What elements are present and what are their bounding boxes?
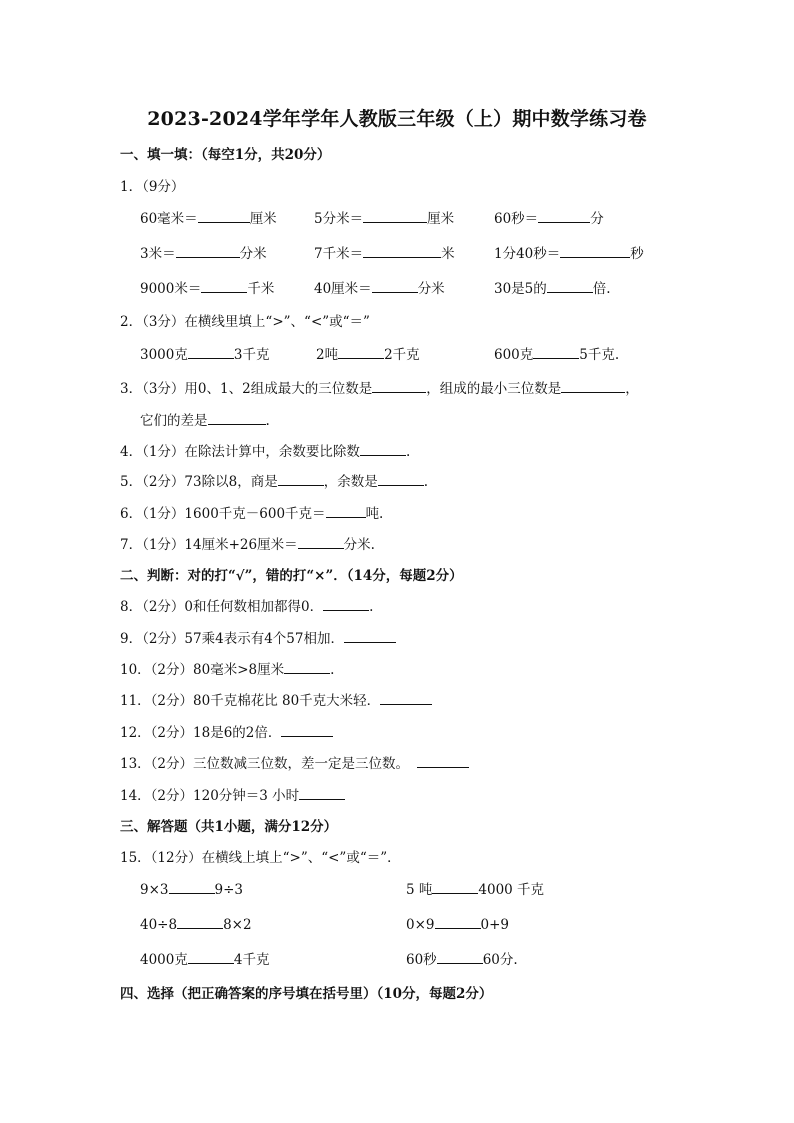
answer-blank[interactable]: [417, 755, 469, 768]
answer-blank[interactable]: [284, 661, 330, 674]
q1-item: 1分40秒＝ 秒: [494, 246, 644, 262]
question-7: 7．（1分）14厘米+26厘米＝ 分米.: [120, 537, 375, 553]
q1-item: 5分米＝ 厘米: [314, 211, 455, 227]
q1-item: 7千米＝ 米: [314, 246, 455, 262]
question-14: 14．（2分）120分钟＝3 小时: [120, 787, 345, 805]
question-15-label: 15．（12分）在横线上填上“>”、“<”或“＝”．: [120, 850, 401, 866]
q2-item: 3000克 3千克: [140, 347, 270, 363]
question-3: 3．（3分）用0、1、2组成最大的三位数是 ，组成的最小三位数是 ，: [120, 381, 639, 397]
answer-blank[interactable]: [338, 346, 384, 359]
question-5: 5．（2分）73除以8，商是 ，余数是 .: [120, 474, 428, 490]
question-10: 10．（2分）80毫米>8厘米 .: [120, 662, 335, 678]
q1-item: 9000米＝ 千米: [140, 281, 275, 297]
q1-item: 40厘米＝ 分米: [314, 281, 445, 297]
answer-blank[interactable]: [208, 412, 266, 425]
answer-blank[interactable]: [363, 210, 427, 223]
q15-item: 60秒 60分.: [406, 952, 518, 968]
answer-blank[interactable]: [372, 280, 418, 293]
q1-item: 60毫米＝ 厘米: [140, 211, 277, 227]
answer-blank[interactable]: [299, 787, 345, 800]
question-4: 4．（1分）在除法计算中，余数要比除数 .: [120, 444, 411, 460]
q2-item: 600克 5千克.: [494, 347, 620, 363]
answer-blank[interactable]: [323, 598, 369, 611]
question-2-label: 2．（3分）在横线里填上“>”、“<”或“＝”: [120, 314, 370, 330]
q15-item: 9×3 9÷3: [140, 882, 243, 898]
answer-blank[interactable]: [188, 346, 234, 359]
answer-blank[interactable]: [363, 245, 441, 258]
answer-blank[interactable]: [538, 210, 590, 223]
answer-blank[interactable]: [561, 380, 625, 393]
answer-blank[interactable]: [188, 951, 234, 964]
answer-blank[interactable]: [201, 280, 247, 293]
answer-blank[interactable]: [360, 443, 406, 456]
section-4-heading: 四、选择（把正确答案的序号填在括号里）（10分，每题2分）: [120, 986, 493, 1002]
answer-blank[interactable]: [298, 536, 344, 549]
question-9: 9．（2分）57乘4表示有4个57相加．: [120, 630, 396, 648]
q15-item: 0×9 0+9: [406, 917, 509, 933]
question-1-label: 1．（9分）: [120, 179, 185, 195]
answer-blank[interactable]: [344, 630, 396, 643]
answer-blank[interactable]: [533, 346, 579, 359]
question-3-cont: 它们的差是 .: [140, 413, 270, 429]
section-3-heading: 三、解答题（共1小题，满分12分）: [120, 819, 338, 835]
q1-item: 3米＝ 分米: [140, 246, 267, 262]
question-6: 6．（1分）1600千克－600千克＝ 吨.: [120, 506, 384, 522]
q15-item: 5 吨 4000 千克: [406, 882, 545, 898]
section-2-heading: 二、判断：对的打“√”，错的打“×”．（14分，每题2分）: [120, 568, 463, 584]
answer-blank[interactable]: [432, 881, 478, 894]
answer-blank[interactable]: [281, 724, 333, 737]
answer-blank[interactable]: [198, 210, 250, 223]
q1-item: 60秒＝ 分: [494, 211, 604, 227]
q2-item: 2吨 2千克: [316, 347, 420, 363]
question-8: 8．（2分）0和任何数相加都得0． .: [120, 599, 374, 615]
answer-blank[interactable]: [169, 881, 215, 894]
answer-blank[interactable]: [380, 692, 432, 705]
q15-item: 40÷8 8×2: [140, 917, 252, 933]
answer-blank[interactable]: [378, 473, 424, 486]
q15-item: 4000克 4千克: [140, 952, 270, 968]
answer-blank[interactable]: [177, 916, 223, 929]
q1-item: 30是5的 倍.: [494, 281, 611, 297]
answer-blank[interactable]: [547, 280, 593, 293]
answer-blank[interactable]: [176, 245, 240, 258]
section-1-heading: 一、填一填：（每空1分，共20分）: [120, 147, 331, 163]
answer-blank[interactable]: [372, 380, 426, 393]
answer-blank[interactable]: [326, 505, 366, 518]
question-11: 11．（2分）80千克棉花比 80千克大米轻．: [120, 692, 432, 710]
answer-blank[interactable]: [560, 245, 630, 258]
page-title: 2023-2024学年学年人教版三年级（上）期中数学练习卷: [147, 108, 647, 130]
answer-blank[interactable]: [435, 916, 481, 929]
answer-blank[interactable]: [278, 473, 324, 486]
answer-blank[interactable]: [437, 951, 483, 964]
question-12: 12．（2分）18是6的2倍．: [120, 724, 333, 742]
question-13: 13．（2分）三位数减三位数，差一定是三位数。: [120, 755, 469, 773]
